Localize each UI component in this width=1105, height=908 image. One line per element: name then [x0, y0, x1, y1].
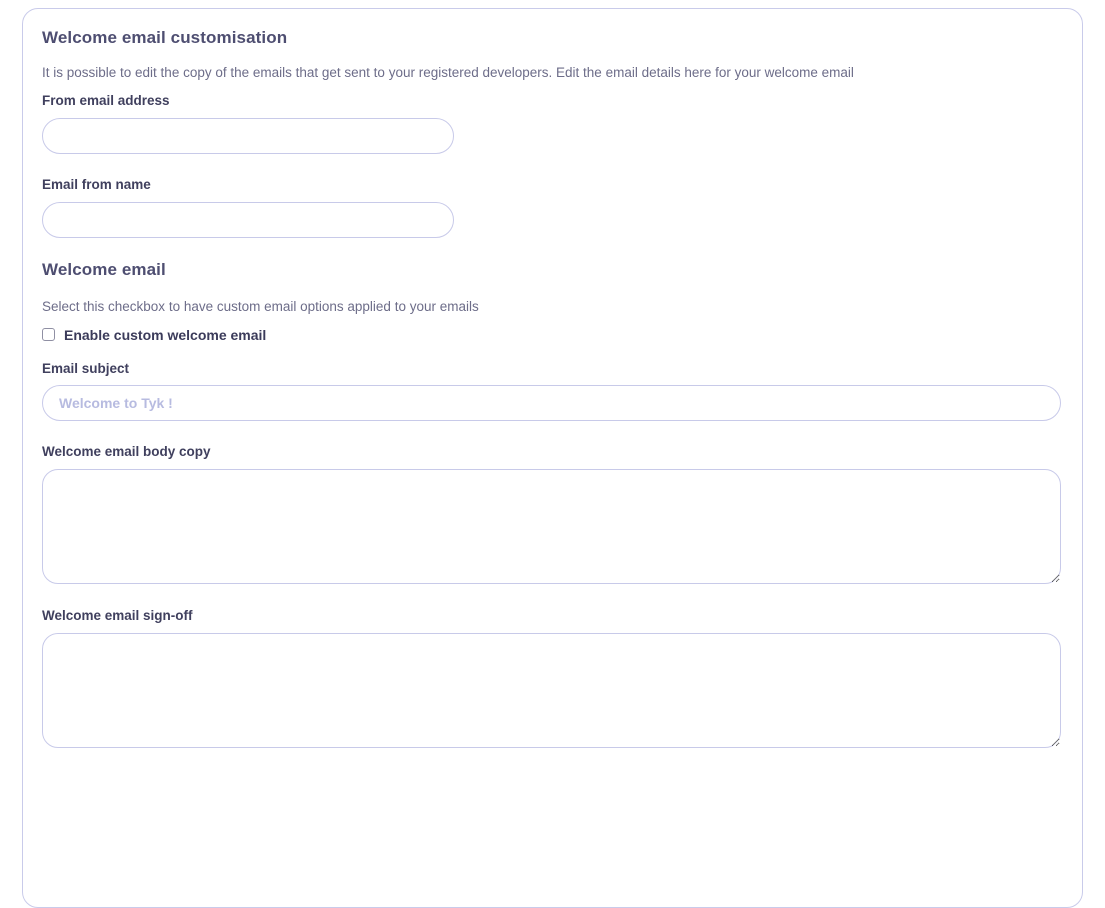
welcome-email-sign-off-label: Welcome email sign-off — [42, 608, 193, 624]
welcome-email-body-copy-label: Welcome email body copy — [42, 444, 211, 460]
email-subject-input[interactable] — [42, 385, 1061, 421]
welcome-email-customisation-heading: Welcome email customisation — [42, 28, 288, 47]
from-email-address-label: From email address — [42, 92, 170, 108]
welcome-email-description: Select this checkbox to have custom email options applied to your emails — [42, 298, 479, 314]
email-from-name-label: Email from name — [42, 176, 151, 192]
welcome-email-heading: Welcome email — [42, 259, 166, 279]
welcome-email-sign-off-textarea[interactable] — [42, 633, 1061, 748]
email-subject-label: Email subject — [42, 360, 130, 376]
enable-custom-welcome-email-checkbox[interactable] — [42, 328, 55, 341]
settings-card-content — [23, 9, 1082, 788]
welcome-email-body-copy-textarea[interactable] — [42, 469, 1061, 584]
enable-custom-welcome-email-label: Enable custom welcome email — [64, 326, 267, 343]
enable-custom-welcome-email-row — [42, 328, 1062, 342]
settings-card — [22, 8, 1083, 908]
from-email-address-input[interactable] — [42, 118, 454, 154]
email-from-name-input[interactable] — [42, 202, 454, 238]
customisation-description: It is possible to edit the copy of the emails that get sent to your registered developers. Edit the email details here for your welcome email — [42, 65, 854, 81]
